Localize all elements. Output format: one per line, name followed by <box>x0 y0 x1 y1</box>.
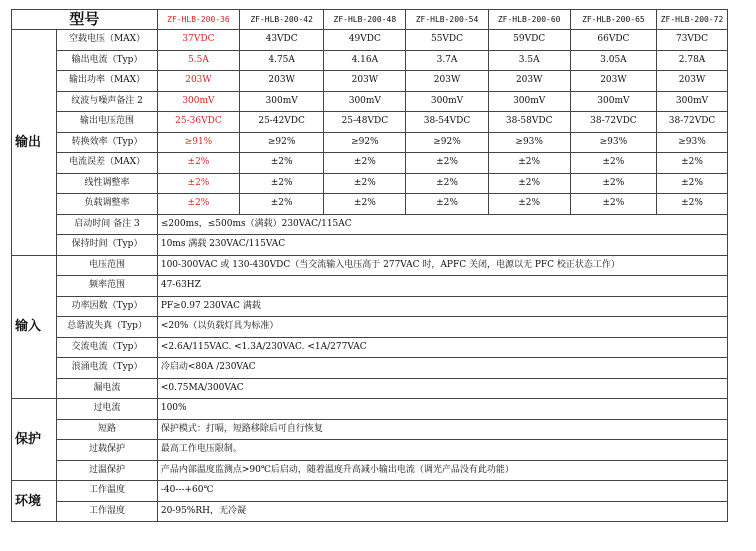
row-label: 漏电流 <box>57 378 158 399</box>
row-label: 频率范围 <box>57 276 158 297</box>
row-label: 电压范围 <box>57 255 158 276</box>
row-label: 交流电流（Typ） <box>57 337 158 358</box>
value-cell: ±2% <box>657 173 728 194</box>
value-cell: 4.75A <box>240 50 324 71</box>
table-row <box>12 378 728 399</box>
section-protection: 保护 <box>12 399 57 481</box>
value-cell: -40---+60℃ <box>157 481 727 502</box>
value-cell: ±2% <box>657 194 728 215</box>
value-cell: 300mV <box>324 91 406 112</box>
value-cell: 2.78A <box>657 50 728 71</box>
value-cell: 38-72VDC <box>657 112 728 133</box>
model-title: 型号 <box>12 10 158 30</box>
value-cell: 300mV <box>488 91 570 112</box>
value-cell: ±2% <box>406 194 488 215</box>
table-row <box>12 358 728 379</box>
value-cell: ±2% <box>488 194 570 215</box>
table-row <box>12 440 728 461</box>
value-cell: ±2% <box>157 194 239 215</box>
row-label: 过温保护 <box>57 460 158 481</box>
value-cell: 3.5A <box>488 50 570 71</box>
value-cell: ≥91% <box>157 132 239 153</box>
value-cell: <20%（以负载灯具为标准） <box>157 317 727 338</box>
value-cell: 20-95%RH，无冷凝 <box>157 501 727 522</box>
value-cell: <2.6A/115VAC. <1.3A/230VAC. <1A/277VAC <box>157 337 727 358</box>
value-cell: 37VDC <box>157 30 239 51</box>
value-cell: ±2% <box>657 153 728 174</box>
row-label: 输出功率（MAX） <box>57 71 158 92</box>
table-row <box>12 173 728 194</box>
value-cell: ≥92% <box>324 132 406 153</box>
value-cell: ±2% <box>240 194 324 215</box>
table-row <box>12 337 728 358</box>
value-cell: ≥93% <box>570 132 656 153</box>
value-cell: ±2% <box>570 194 656 215</box>
value-cell: ±2% <box>406 153 488 174</box>
model-cell: ZF-HLB-200-42 <box>240 10 324 30</box>
value-cell: 5.5A <box>157 50 239 71</box>
table-row <box>12 481 728 502</box>
table-row <box>12 460 728 481</box>
value-cell: 203W <box>488 71 570 92</box>
value-cell: 203W <box>324 71 406 92</box>
value-cell: 100-300VAC 或 130-430VDC（当交流输入电压高于 277VAC 时，APFC 关闭，电源以无 PFC 校正状态工作） <box>157 255 727 276</box>
row-label: 电流误差（MAX） <box>57 153 158 174</box>
value-cell: 49VDC <box>324 30 406 51</box>
header-row <box>12 10 728 30</box>
value-cell: 203W <box>570 71 656 92</box>
table-row <box>12 235 728 256</box>
row-label: 功率因数（Typ） <box>57 296 158 317</box>
row-label: 浪涌电流（Typ） <box>57 358 158 379</box>
value-cell: ±2% <box>570 173 656 194</box>
value-cell: 203W <box>406 71 488 92</box>
value-cell: 25-36VDC <box>157 112 239 133</box>
value-cell: 300mV <box>157 91 239 112</box>
model-cell: ZF-HLB-200-60 <box>488 10 570 30</box>
value-cell: 3.05A <box>570 50 656 71</box>
model-cell: ZF-HLB-200-72 <box>657 10 728 30</box>
value-cell: 59VDC <box>488 30 570 51</box>
value-cell: ≥93% <box>488 132 570 153</box>
section-output: 输出 <box>12 30 57 256</box>
model-cell: ZF-HLB-200-65 <box>570 10 656 30</box>
table-row <box>12 276 728 297</box>
value-cell: 203W <box>657 71 728 92</box>
table-row <box>12 71 728 92</box>
value-cell: ±2% <box>240 173 324 194</box>
row-label: 转换效率（Typ） <box>57 132 158 153</box>
value-cell: PF≥0.97 230VAC 满载 <box>157 296 727 317</box>
table-row <box>12 112 728 133</box>
value-cell: ≥92% <box>240 132 324 153</box>
row-label: 启动时间 备注 3 <box>57 214 158 235</box>
value-cell: ±2% <box>324 173 406 194</box>
spec-table <box>11 9 728 522</box>
value-cell: 4.16A <box>324 50 406 71</box>
table-row <box>12 153 728 174</box>
value-cell: 66VDC <box>570 30 656 51</box>
table-row <box>12 255 728 276</box>
row-label: 总谐波失真（Typ） <box>57 317 158 338</box>
value-cell: 47-63HZ <box>157 276 727 297</box>
value-cell: 最高工作电压限制。 <box>157 440 727 461</box>
row-label: 线性调整率 <box>57 173 158 194</box>
value-cell: 38-58VDC <box>488 112 570 133</box>
row-label: 短路 <box>57 419 158 440</box>
value-cell: 冷启动<80A /230VAC <box>157 358 727 379</box>
value-cell: 25-42VDC <box>240 112 324 133</box>
value-cell: <0.75MA/300VAC <box>157 378 727 399</box>
row-label: 保持时间（Typ） <box>57 235 158 256</box>
value-cell: 38-72VDC <box>570 112 656 133</box>
value-cell: 300mV <box>657 91 728 112</box>
value-cell: 300mV <box>406 91 488 112</box>
table-row <box>12 501 728 522</box>
value-cell: 55VDC <box>406 30 488 51</box>
value-cell: ±2% <box>240 153 324 174</box>
model-cell: ZF-HLB-200-48 <box>324 10 406 30</box>
table-row <box>12 214 728 235</box>
value-cell: 10ms 满载 230VAC/115VAC <box>157 235 727 256</box>
value-cell: ±2% <box>157 153 239 174</box>
value-cell: 203W <box>240 71 324 92</box>
row-label: 工作温度 <box>57 481 158 502</box>
table-row <box>12 399 728 420</box>
row-label: 输出电压范围 <box>57 112 158 133</box>
value-cell: ±2% <box>570 153 656 174</box>
table-row <box>12 91 728 112</box>
value-cell: ≥92% <box>406 132 488 153</box>
value-cell: ±2% <box>324 194 406 215</box>
value-cell: 产品内部温度监测点>90℃后启动，随着温度升高减小输出电流（调光产品没有此功能） <box>157 460 727 481</box>
value-cell: 保护模式：打嗝，短路移除后可自行恢复 <box>157 419 727 440</box>
row-label: 过载保护 <box>57 440 158 461</box>
value-cell: ±2% <box>488 153 570 174</box>
value-cell: 300mV <box>570 91 656 112</box>
value-cell: 300mV <box>240 91 324 112</box>
value-cell: 203W <box>157 71 239 92</box>
section-input: 输入 <box>12 255 57 399</box>
table-row <box>12 194 728 215</box>
value-cell: ≤200ms，≤500ms（满载）230VAC/115AC <box>157 214 727 235</box>
row-label: 输出电流（Typ） <box>57 50 158 71</box>
section-environment: 环境 <box>12 481 57 522</box>
value-cell: ±2% <box>406 173 488 194</box>
table-row <box>12 30 728 51</box>
row-label: 工作湿度 <box>57 501 158 522</box>
row-label: 负载调整率 <box>57 194 158 215</box>
value-cell: ≥93% <box>657 132 728 153</box>
model-cell: ZF-HLB-200-54 <box>406 10 488 30</box>
table-row <box>12 296 728 317</box>
row-label: 过电流 <box>57 399 158 420</box>
row-label: 纹波与噪声备注 2 <box>57 91 158 112</box>
table-row <box>12 50 728 71</box>
value-cell: ±2% <box>324 153 406 174</box>
value-cell: ±2% <box>488 173 570 194</box>
value-cell: 73VDC <box>657 30 728 51</box>
value-cell: 25-48VDC <box>324 112 406 133</box>
value-cell: ±2% <box>157 173 239 194</box>
table-row <box>12 132 728 153</box>
value-cell: 43VDC <box>240 30 324 51</box>
value-cell: 100% <box>157 399 727 420</box>
table-row <box>12 317 728 338</box>
model-cell: ZF-HLB-200-36 <box>157 10 239 30</box>
table-row <box>12 419 728 440</box>
value-cell: 3.7A <box>406 50 488 71</box>
value-cell: 38-54VDC <box>406 112 488 133</box>
row-label: 空载电压（MAX） <box>57 30 158 51</box>
